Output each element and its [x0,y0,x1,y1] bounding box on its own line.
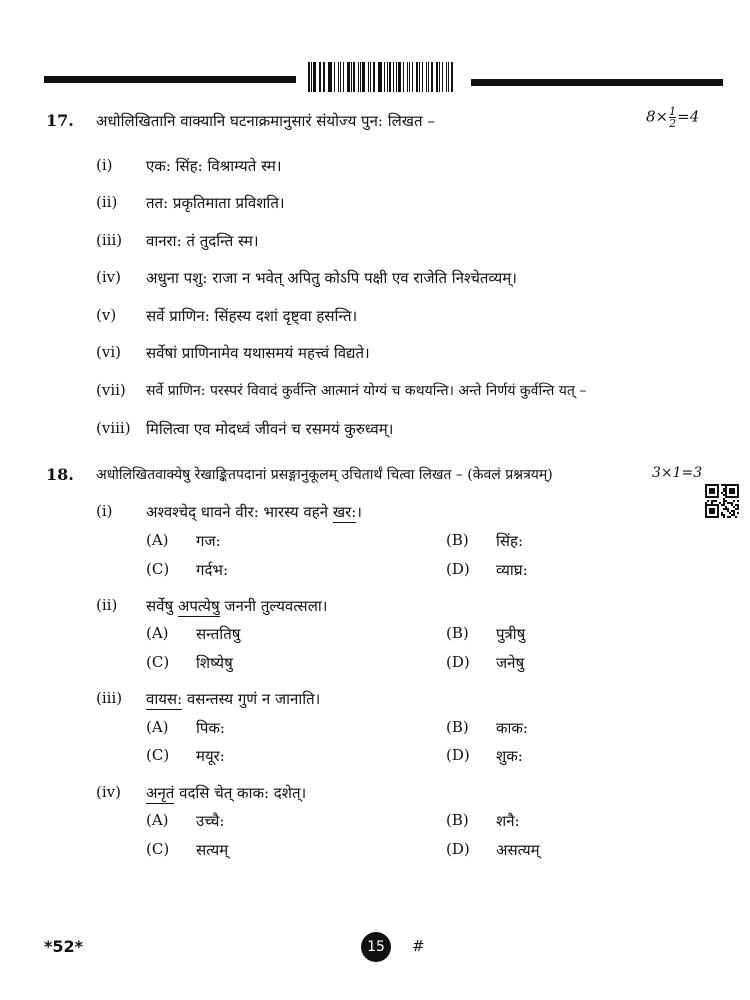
option-key: (C) [146,746,170,764]
sentence-after: जननी तुल्यवत्सला। [219,597,328,615]
barcode-bar [379,62,381,92]
qr-module [733,510,735,512]
option-key: (A) [146,624,169,642]
qr-module [709,508,715,514]
barcode-bar [308,62,310,92]
option-text: असत्यम् [496,841,540,859]
qr-module [721,514,723,516]
barcode-bar [358,62,359,92]
q18-part-label: (iii) [96,689,123,707]
qr-module [715,500,717,502]
underlined-word: वायस: [146,690,183,708]
barcode-bar [351,62,352,92]
qr-module [737,508,739,510]
option-text: शनै: [496,812,520,830]
q18-part-sentence [146,596,327,616]
barcode-bar [362,62,364,92]
barcode-bar [393,62,394,92]
qr-module [723,516,725,518]
q18-part-label: (i) [96,502,113,520]
marks-prefix: 8× [646,107,669,126]
option-key: (D) [446,653,470,671]
qr-module [731,510,733,512]
qr-module [731,502,733,504]
marks-numerator: 1 [669,105,677,118]
barcode-bar [320,62,321,92]
header-rule-left [44,76,296,83]
barcode-bar [353,62,355,92]
qr-module [723,494,725,496]
option-text: शुक: [496,747,523,765]
option-key: (B) [446,811,469,829]
qr-module [737,504,739,506]
question-17-number: 17. [46,111,74,130]
question-18-marks: 3×1=3 [652,465,703,481]
qr-code-icon [705,484,739,518]
qr-module [731,514,733,516]
option-key: (C) [146,840,170,858]
q18-part-sentence [146,502,362,522]
qr-module [721,484,723,486]
barcode-bar [378,62,379,92]
barcode-bar [439,62,440,92]
barcode-bar [396,62,397,92]
qr-module [733,512,735,514]
qr-module [723,500,725,502]
barcode-bar [368,62,369,92]
footer-hash: # [412,937,425,955]
option-key: (C) [146,653,170,671]
q18-part-label: (ii) [96,596,118,614]
qr-module [723,502,725,504]
page-number: 15 [361,932,391,962]
barcode-bar [426,62,428,92]
option-text: सन्ततिषु [196,625,241,643]
header-rule-right [471,79,723,86]
qr-module [729,516,731,518]
qr-module [725,500,727,502]
barcode-bar [338,62,339,92]
option-text: उच्चै: [196,812,225,830]
marks-fraction [669,106,676,129]
qr-module [727,516,729,518]
option-text: गज: [196,532,221,550]
sentence-after: वसन्तस्य गुणं न जानाति। [182,690,321,708]
qr-module [733,514,735,516]
q17-item-text: सर्वे प्राणिन: सिंहस्य दशां दृष्ट्वा हसन्ति। [146,307,358,325]
sentence-before: अश्वश्चेद् धावने वीर: भारस्य वहने [146,503,333,521]
qr-module [723,484,725,486]
qr-module [723,488,725,490]
q17-item-label: (iii) [96,231,123,249]
qr-module [727,510,729,512]
question-17-marks [646,106,699,129]
barcode-bar [403,62,405,92]
option-text: पुत्रीषु [496,625,526,643]
option-key: (D) [446,560,470,578]
qr-module [709,488,715,494]
option-text: जनेषु [496,654,525,672]
option-key: (A) [146,718,169,736]
barcode-bar [431,62,433,92]
option-text: पिक: [196,719,225,737]
barcode-bar [311,62,312,92]
question-18-number: 18. [46,465,74,484]
qr-module [733,506,735,508]
barcode-bar [343,62,345,92]
barcode-bar [398,62,400,92]
qr-module [727,502,729,504]
q17-item-label: (i) [96,156,113,174]
barcode-bar [442,62,443,92]
qr-module [723,504,725,506]
option-key: (B) [446,531,469,549]
barcode-bar [416,62,418,92]
q17-item-label: (viii) [96,419,131,437]
barcode-bar [329,62,331,92]
sentence-before: सर्वेषु [146,597,178,615]
option-text: शिष्येषु [196,654,233,672]
q17-item-text: मिलित्वा एव मोदध्वं जीवनं च रसमयं कुरुध्वम्। [146,420,394,438]
qr-module [737,506,739,508]
q17-item-text: तत: प्रकृतिमाता प्रविशति। [146,194,285,212]
marks-suffix: =4 [677,107,700,126]
marks-denominator: 2 [669,117,677,130]
q17-item-text: अधुना पशु: राजा न भवेत् अपितु कोऽपि पक्षी एव राजेति निश्चेतव्यम्। [146,269,517,287]
underlined-word: अपत्येषु [177,597,220,615]
qr-module [723,490,725,492]
barcode-bar [360,62,361,92]
barcode-bar [387,62,388,92]
qr-module [725,506,727,508]
qr-module [723,514,725,516]
barcode-bar [448,62,449,92]
option-text: काक: [496,719,528,737]
option-key: (B) [446,718,469,736]
qr-module [731,504,733,506]
qr-module [723,508,725,510]
qr-module [721,492,723,494]
question-17-instruction: अधोलिखितानि वाक्यानि घटनाक्रमानुसारं संयोज्य पुन: लिखत – [96,112,435,130]
qr-module [737,512,739,514]
barcode-bar [334,62,336,92]
barcode-bar [409,62,411,92]
qr-module [721,504,723,506]
barcode-bar [373,62,375,92]
barcode-bar [451,62,453,92]
barcode-bar [340,62,341,92]
option-key: (B) [446,624,469,642]
q17-item-label: (v) [96,306,117,324]
q17-item-text: सर्वेषां प्राणिनामेव यथासमयं महत्त्वं विद्यते। [146,344,370,362]
q17-item-text: एक: सिंह: विश्राम्यते स्म। [146,157,282,175]
option-key: (A) [146,811,169,829]
barcode-bar [428,62,429,92]
qr-module [713,500,715,502]
option-key: (A) [146,531,169,549]
option-text: व्याघ्र: [496,561,528,579]
option-text: सिंह: [496,532,524,550]
qr-module [735,508,737,510]
q18-part-sentence [146,689,320,709]
barcode-bar [370,62,372,92]
qr-module [729,488,735,494]
q17-item-label: (iv) [96,268,121,286]
q18-part-label: (iv) [96,783,121,801]
barcode-bar [319,62,320,92]
footer-code: *52* [44,937,83,956]
q17-item-label: (vii) [96,381,126,399]
option-text: मयूर: [196,747,225,765]
option-key: (D) [446,746,470,764]
qr-module [725,508,727,510]
option-text: गर्दभ: [196,561,229,579]
q17-item-text: सर्वे प्राणिन: परस्परं विवादं कुर्वन्ति आत्मानं योग्यं च कथयन्ति। अन्ते निर्णयं कुर्वन्ति यत् – [146,383,587,399]
question-18-instruction: अधोलिखितवाक्येषु रेखाङ्कितपदानां प्रसङ्गानुकूलम् उचितार्थं चित्वा लिखत – (केवलं प्रश्नत्रयम्) [96,467,553,483]
qr-module [735,504,737,506]
qr-module [729,502,731,504]
q17-item-label: (vi) [96,343,121,361]
qr-module [729,512,731,514]
q18-part-sentence [146,783,306,803]
qr-module [723,498,725,500]
qr-module [711,502,713,504]
barcode-bar [422,62,423,92]
qr-module [705,502,707,504]
qr-module [707,500,709,502]
underlined-word: अनृतं [146,784,175,802]
q17-item-label: (ii) [96,193,118,211]
option-key: (C) [146,560,170,578]
qr-module [735,516,737,518]
underlined-word: खर: [332,503,357,521]
barcode-bar [384,62,385,92]
qr-module [727,508,729,510]
q17-item-text: वानरा: तं तुदन्ति स्म। [146,232,259,250]
barcode-bar [446,62,448,92]
qr-module [737,500,739,502]
qr-module [719,502,721,504]
qr-module [711,500,713,502]
sentence-after: वदसि चेत् काक: दशेत्। [174,784,307,802]
option-text: सत्यम् [196,841,229,859]
option-key: (D) [446,840,470,858]
barcode-bar [436,62,438,92]
barcode [308,62,456,92]
barcode-bar [419,62,420,92]
qr-module [733,500,735,502]
barcode-bar [323,62,325,92]
barcode-bar [389,62,391,92]
barcode-bar [313,62,315,92]
barcode-bar [407,62,408,92]
barcode-bar [412,62,413,92]
sentence-after: । [356,503,362,521]
qr-module [721,512,723,514]
barcode-bar [328,62,329,92]
barcode-bar [347,62,349,92]
